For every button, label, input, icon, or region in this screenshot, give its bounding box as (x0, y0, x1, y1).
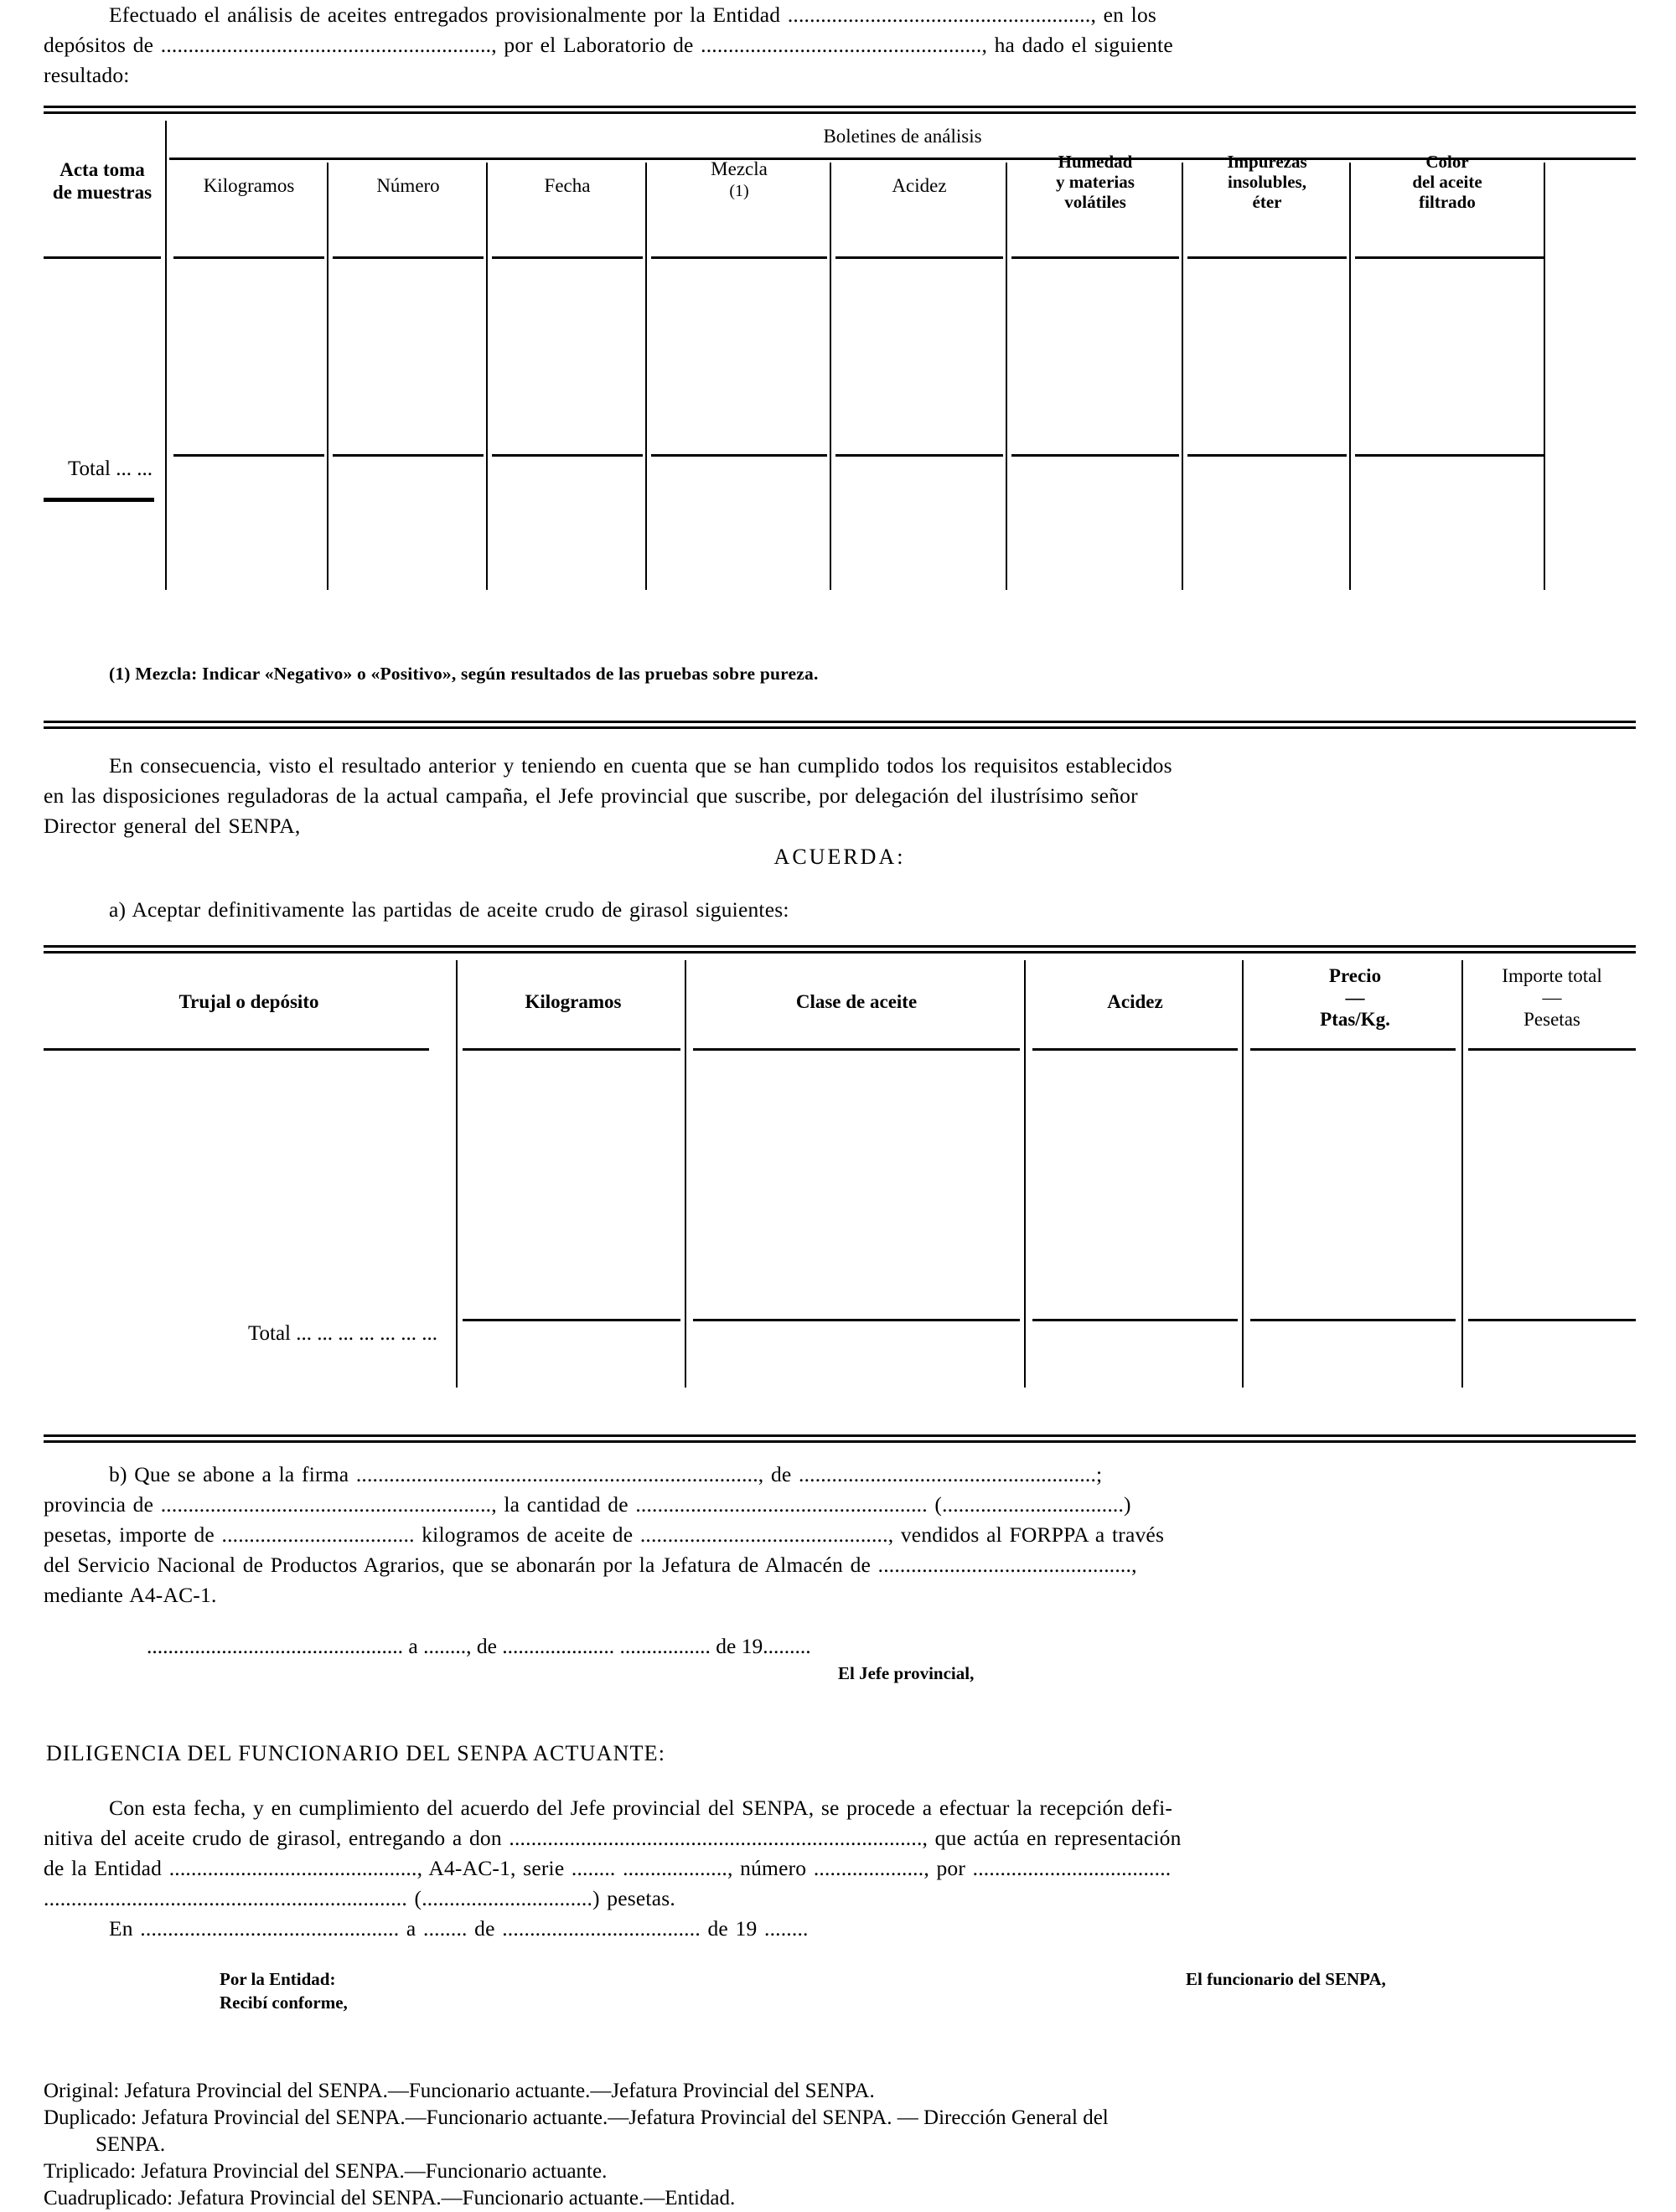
boletines-group-header: Boletines de análisis (823, 126, 982, 147)
item-a-paragraph (44, 895, 1636, 925)
table-top-rule (44, 106, 1636, 114)
table2-header-underline-col4 (1250, 1048, 1456, 1051)
table2-header-underline-col5 (1468, 1048, 1636, 1051)
header-underline-col3 (492, 256, 643, 259)
header-kilogramos-label: Kilogramos (203, 175, 295, 196)
table2-bottom-rule (44, 1434, 1636, 1443)
copy-duplicado-cont: SENPA. (96, 2133, 166, 2156)
table1-divider-4 (830, 163, 831, 590)
analysis-table (44, 106, 1636, 625)
table2-header-underline-col1 (463, 1048, 680, 1051)
header-acta-toma (44, 158, 161, 204)
table2-total-rule-col2 (693, 1319, 1020, 1321)
intro-paragraph (44, 0, 1636, 90)
header-numero-label: Número (376, 175, 440, 196)
diligencia-line-4: .................................................................. (...............................) pesetas. (44, 1886, 675, 1910)
item-b-line-5: mediante A4-AC-1. (44, 1583, 217, 1607)
copy-triplicado: Triplicado: Jefatura Provincial del SENPA.—Funcionario actuante. (44, 2160, 608, 2183)
header-impurezas-line1: Impurezas (1227, 152, 1307, 172)
jefe-provincial-caption: El Jefe provincial, (838, 1663, 975, 1683)
header-fecha (488, 174, 647, 197)
intro-line-3: resultado: (44, 63, 130, 87)
header2-kilogramos-label: Kilogramos (525, 991, 622, 1012)
header-numero (328, 174, 488, 197)
table1-total-label: Total ... ... (67, 457, 153, 480)
table2-total-label: Total ... ... ... ... ... ... ... (247, 1322, 437, 1345)
diligencia-line-3: de la Entidad ............................................., A4-AC-1, serie ........ ..................., número ...................., por .................................... (44, 1856, 1172, 1880)
header-color-line2: del aceite (1412, 172, 1482, 192)
table1-total-rule-col5 (835, 454, 1003, 457)
header-underline-col2 (333, 256, 484, 259)
header2-acidez-label: Acidez (1107, 991, 1163, 1012)
header-underline-col7 (1187, 256, 1347, 259)
table1-divider-1 (327, 163, 328, 590)
item-b-paragraph (44, 1460, 1636, 1610)
table2-header-underline-col3 (1032, 1048, 1238, 1051)
table1-divider-8 (1544, 163, 1545, 590)
consequence-line-3: Director general del SENPA, (44, 814, 301, 838)
item-b-line-3: pesetas, importe de ................................... kilogramos de aceite de ............................................., vendidos al FORPPA a través (44, 1522, 1165, 1547)
table2-total-rule-col5 (1468, 1319, 1636, 1321)
consequence-line-2: en las disposiciones reguladoras de la actual campaña, el Jefe provincial que suscribe, por delegación del ilustrísimo señor (44, 783, 1138, 808)
item-b-line-2: provincia de ............................................................, la cantidad de ..................................................... (.................................) (44, 1492, 1131, 1517)
section-divider-rule (44, 721, 1636, 729)
consequence-line-1: En consecuencia, visto el resultado anterior y teniendo en cuenta que se han cumplido todos los requisitos establecidos (109, 753, 1172, 778)
copy-original: Original: Jefatura Provincial del SENPA.—Funcionario actuante.—Jefatura Provincial del SENPA. (44, 2080, 875, 2102)
header-color (1351, 152, 1544, 212)
table1-bottom-short-rule (44, 498, 154, 502)
table1-divider-5 (1006, 163, 1007, 590)
item-b-line-1: b) Que se abone a la firma ........................................................................., de ......................................................; (109, 1462, 1103, 1486)
diligencia-line-1: Con esta fecha, y en cumplimiento del acuerdo del Jefe provincial del SENPA, se procede a efectuar la recepción defi- (109, 1796, 1173, 1820)
copy-distribution-list (44, 2078, 1109, 2212)
item-b-line-4: del Servicio Nacional de Productos Agrarios, que se abonarán por la Jefatura de Almacén de .............................................., (44, 1553, 1137, 1577)
diligencia-heading: DILIGENCIA DEL FUNCIONARIO DEL SENPA ACTUANTE: (46, 1741, 666, 1765)
table2-header-underline-col2 (693, 1048, 1020, 1051)
header-humedad-line3: volátiles (1064, 192, 1126, 212)
copy-cuadruplicado: Cuadruplicado: Jefatura Provincial del SENPA.—Funcionario actuante.—Entidad. (44, 2187, 736, 2209)
header-underline-col4 (651, 256, 827, 259)
header-acidez-label: Acidez (892, 175, 947, 196)
header-acta-toma-line2: de muestras (52, 182, 153, 203)
header-kilogramos (169, 174, 328, 197)
table2-total-rule-col1 (463, 1319, 680, 1321)
header-importe-total (1468, 965, 1636, 1031)
header-trujal-label: Trujal o depósito (178, 991, 319, 1012)
header2-kilogramos (460, 990, 686, 1013)
header-precio-line2: — (1345, 987, 1365, 1008)
table1-total-rule-col4 (651, 454, 827, 457)
table2-divider-3 (1242, 960, 1244, 1388)
header-precio-line1: Precio (1328, 965, 1382, 986)
header-impurezas (1183, 152, 1351, 212)
table2-header-underline-col0 (44, 1048, 429, 1051)
acuerda-heading: ACUERDA: (773, 845, 906, 869)
funcionario-senpa-caption: El funcionario del SENPA, (1186, 1969, 1386, 1989)
header-mezcla-line2: (1) (729, 182, 749, 200)
table2-top-rule (44, 945, 1636, 954)
header-impurezas-line3: éter (1252, 192, 1282, 212)
table1-total-rule-col2 (333, 454, 484, 457)
header-importe-line3: Pesetas (1523, 1009, 1580, 1030)
header-underline-col8 (1355, 256, 1544, 259)
table1-divider-2 (486, 163, 488, 590)
header-trujal (44, 990, 454, 1013)
table2-total-rule-col4 (1250, 1319, 1456, 1321)
header-underline-col1 (173, 256, 324, 259)
table2-total-rule-col3 (1032, 1319, 1238, 1321)
table1-total-rule-col3 (492, 454, 643, 457)
table2-divider-0 (456, 960, 458, 1388)
header-acidez (831, 174, 1007, 197)
table1-divider-7 (1349, 163, 1351, 590)
header-precio-line3: Ptas/Kg. (1320, 1009, 1390, 1030)
header-acta-toma-line1: Acta toma (59, 159, 145, 180)
table1-total-rule-col1 (173, 454, 324, 457)
header-importe-line2: — (1542, 987, 1562, 1008)
diligencia-paragraph (44, 1793, 1636, 1944)
table2-divider-1 (685, 960, 686, 1388)
diligencia-line-2: nitiva del aceite crudo de girasol, entregando a don ..........................................................................., que actúa en representación (44, 1826, 1182, 1850)
header-clase-aceite-label: Clase de aceite (795, 991, 918, 1012)
table2-divider-2 (1024, 960, 1026, 1388)
header-mezcla-line1: Mezcla (711, 158, 768, 179)
entidad-caption-line2: Recibí conforme, (220, 1992, 348, 2013)
table2-divider-4 (1461, 960, 1463, 1388)
copy-duplicado: Duplicado: Jefatura Provincial del SENPA.—Funcionario actuante.—Jefatura Provincial del SENPA. — Dirección General del (44, 2106, 1109, 2129)
table1-footnote: (1) Mezcla: Indicar «Negativo» o «Positivo», según resultados de las pruebas sobre pureza. (109, 664, 819, 684)
header-underline-col5 (835, 256, 1003, 259)
table1-total-rule-col7 (1187, 454, 1347, 457)
header-humedad-line2: y materias (1056, 172, 1135, 192)
header2-acidez (1028, 990, 1242, 1013)
header-underline-col6 (1011, 256, 1179, 259)
header-clase-aceite (689, 990, 1024, 1013)
consequence-paragraph (44, 751, 1636, 841)
acceptance-table (44, 945, 1636, 1414)
header-fecha-label: Fecha (544, 175, 591, 196)
header-impurezas-line2: insolubles, (1228, 172, 1306, 192)
table1-divider-3 (645, 163, 647, 590)
item-a-text: a) Aceptar definitivamente las partidas de aceite crudo de girasol siguientes: (109, 897, 789, 922)
table1-total-rule-col8 (1355, 454, 1544, 457)
header-importe-line1: Importe total (1502, 965, 1602, 986)
table1-divider-0 (165, 121, 167, 590)
jefe-date-line: ................................................ a ........, de ..................... ................. de 19......... (147, 1634, 811, 1658)
table1-total-rule-col6 (1011, 454, 1179, 457)
header-color-line3: filtrado (1419, 192, 1476, 212)
header-humedad-line1: Humedad (1058, 152, 1133, 172)
diligencia-line-5: En ............................................... a ........ de .................................... de 19 ........ (109, 1916, 809, 1941)
intro-line-1: Efectuado el análisis de aceites entregados provisionalmente por la Entidad ......................................................., en los (109, 3, 1157, 27)
header-underline-col0 (44, 256, 161, 259)
header-humedad (1007, 152, 1183, 212)
header-mezcla (647, 158, 831, 203)
entidad-caption-line1: Por la Entidad: (220, 1969, 336, 1989)
header-precio (1246, 965, 1464, 1031)
header-color-line1: Color (1425, 152, 1469, 172)
intro-line-2: depósitos de ............................................................, por el Laboratorio de ..................................................., ha dado el siguiente (44, 33, 1173, 57)
table1-divider-6 (1182, 163, 1183, 590)
